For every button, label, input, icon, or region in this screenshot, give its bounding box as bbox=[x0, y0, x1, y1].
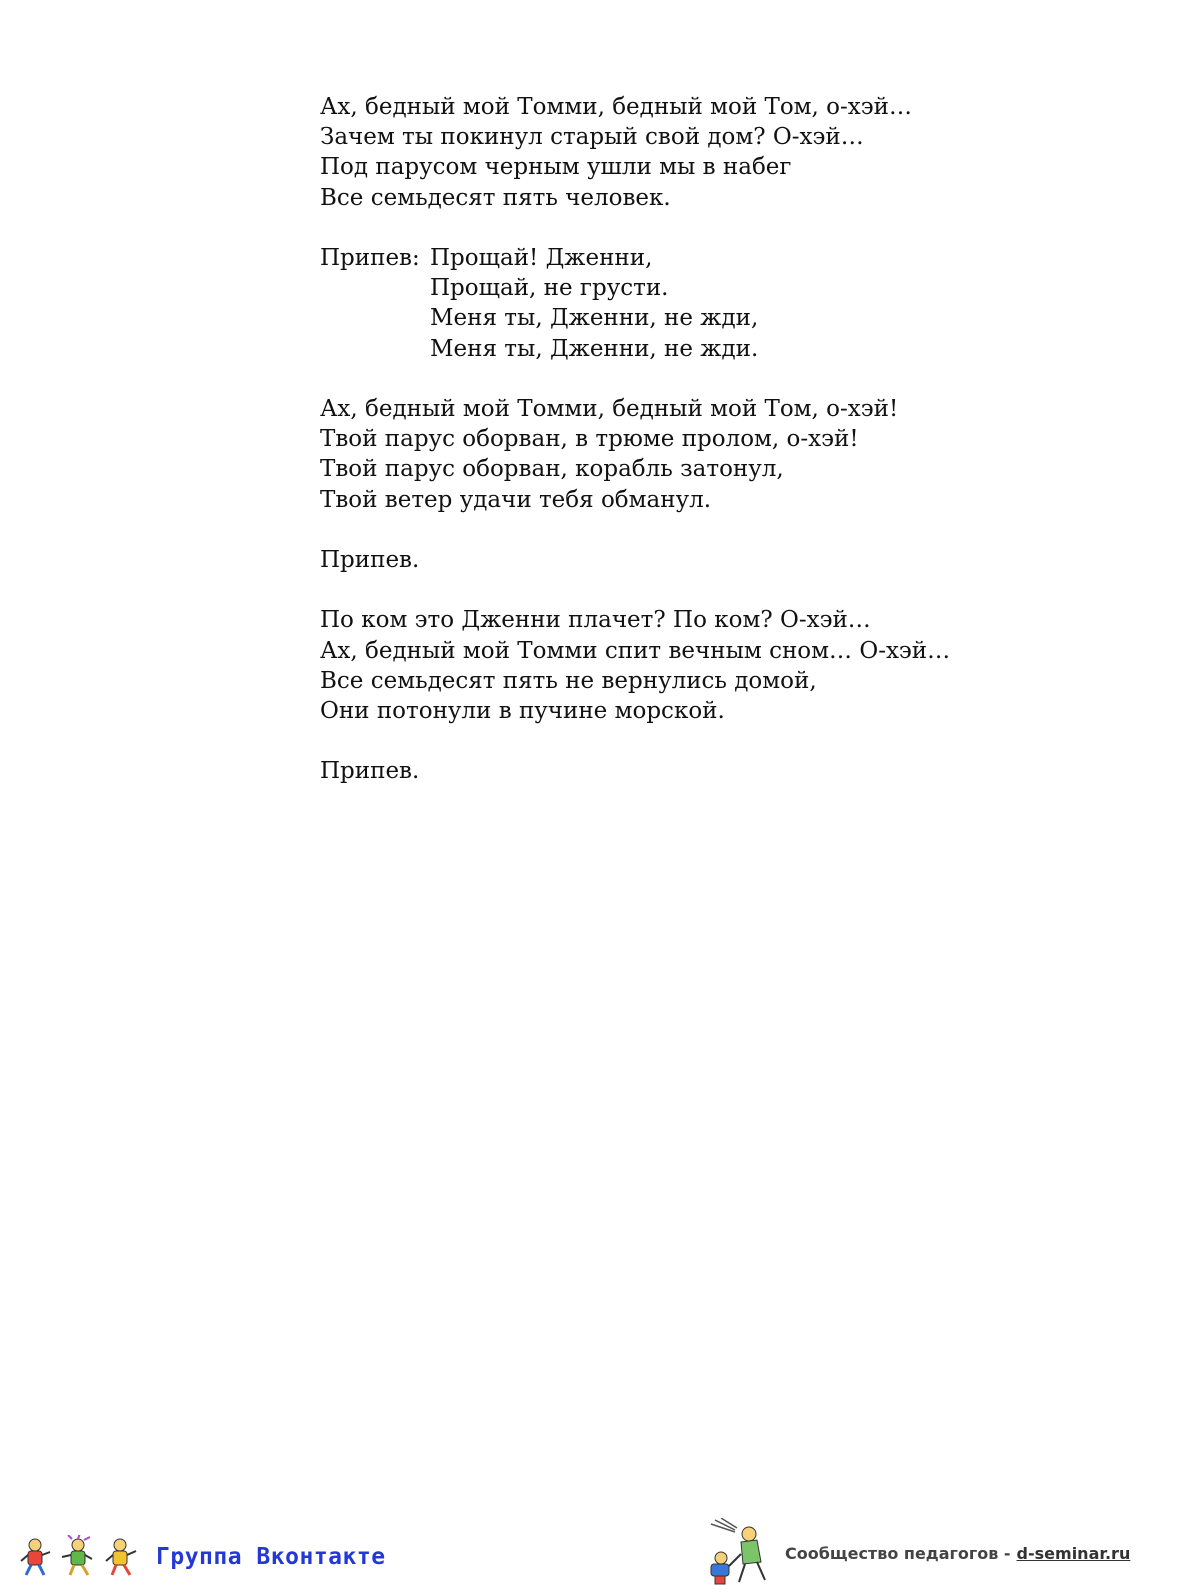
verse-3 bbox=[320, 605, 1020, 726]
chorus-line: Меня ты, Дженни, не жди. bbox=[430, 335, 759, 362]
verse-line: Ах, бедный мой Томми, бедный мой Том, о-хэй… bbox=[320, 94, 912, 120]
vk-group-link[interactable]: Группа Вконтакте bbox=[156, 1544, 386, 1570]
verse-1 bbox=[320, 92, 1020, 213]
chorus-label: Припев: bbox=[320, 245, 420, 271]
chorus-reference: Припев. bbox=[320, 758, 420, 785]
teacher-community-logo-icon bbox=[705, 1518, 771, 1588]
verse-line: Они потонули в пучине морской. bbox=[320, 698, 725, 724]
chorus-reference: Припев. bbox=[320, 547, 420, 573]
kids-icon bbox=[20, 1535, 142, 1579]
verse-line: Твой парус оборван, в трюме пролом, о-хэй! bbox=[320, 426, 859, 453]
chorus-line: Прощай, не грусти. bbox=[430, 275, 669, 302]
footer-right bbox=[705, 1518, 1130, 1588]
footer-left bbox=[20, 1535, 386, 1579]
verse-line: Ах, бедный мой Томми спит вечным сном… О-хэй… bbox=[320, 637, 951, 664]
community-label: Сообщество педагогов - bbox=[785, 1543, 1011, 1563]
verse-line: Твой парус оборван, корабль затонул, bbox=[320, 456, 784, 483]
verse-line: Твой ветер удачи тебя обманул. bbox=[320, 486, 712, 513]
chorus-line: Прощай! Дженни, bbox=[430, 245, 653, 271]
verse-2 bbox=[320, 394, 1020, 515]
site-link[interactable]: d-seminar.ru bbox=[1016, 1543, 1131, 1563]
chorus-lines bbox=[430, 243, 758, 364]
verse-line: По ком это Дженни плачет? По ком? О-хэй… bbox=[320, 607, 871, 634]
verse-line: Ах, бедный мой Томми, бедный мой Том, о-хэй! bbox=[320, 396, 899, 422]
verse-line: Все семьдесят пять не вернулись домой, bbox=[320, 667, 817, 694]
chorus-line: Меня ты, Дженни, не жди, bbox=[430, 305, 759, 332]
verse-line: Все семьдесят пять человек. bbox=[320, 184, 671, 211]
verse-line: Под парусом черным ушли мы в набег bbox=[320, 154, 792, 181]
chorus bbox=[320, 243, 1020, 364]
song-lyrics bbox=[320, 92, 1020, 787]
verse-line: Зачем ты покинул старый свой дом? О-хэй… bbox=[320, 124, 864, 151]
